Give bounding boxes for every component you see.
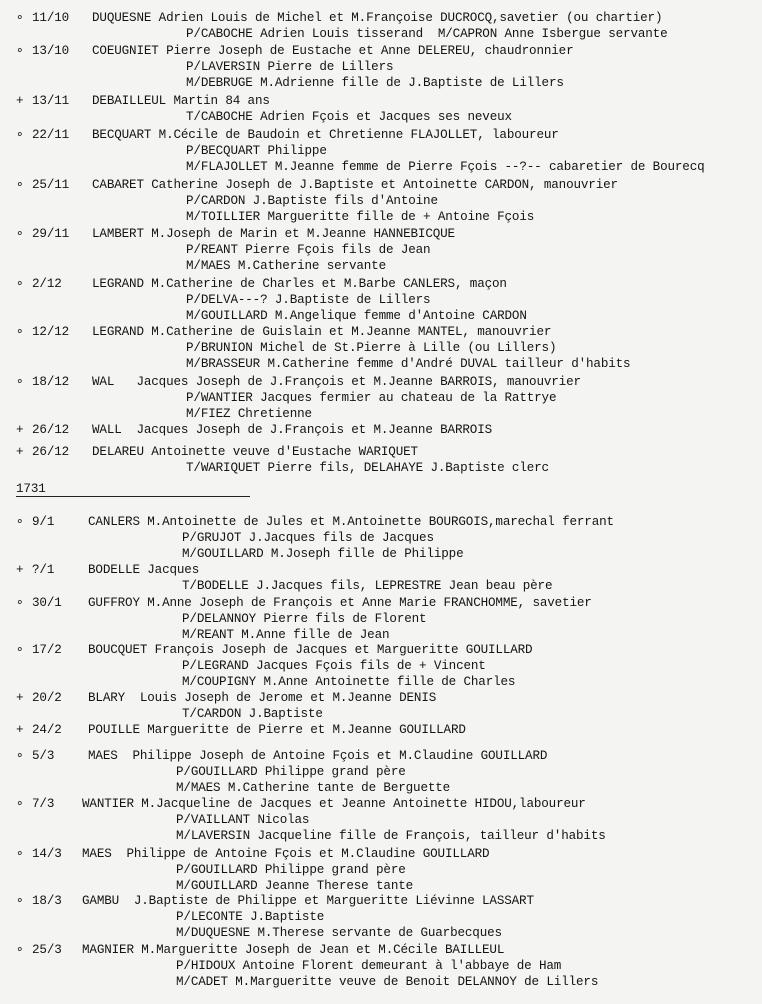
entry-main: DEBAILLEUL Martin 84 ans	[92, 94, 270, 108]
entry-date: 25/3	[32, 943, 62, 957]
entry-main: CABARET Catherine Joseph de J.Baptiste et Antoinette CARDON, manouvrier	[92, 178, 618, 192]
entry-main: MAES Philippe Joseph de Antoine Fçois et M.Claudine GOUILLARD	[88, 749, 548, 763]
entry-main: BECQUART M.Cécile de Baudoin et Chretienne FLAJOLLET, laboureur	[92, 128, 559, 142]
entry-date: 17/2	[32, 643, 62, 657]
entry-date: 14/3	[32, 847, 62, 861]
baptism-mark: ∘	[16, 227, 24, 241]
entry-detail: P/GRUJOT J.Jacques fils de Jacques	[182, 531, 434, 545]
entry-main: POUILLE Margueritte de Pierre et M.Jeanne GOUILLARD	[88, 723, 466, 737]
year-heading: 1731	[16, 482, 46, 496]
entry-detail: M/DUQUESNE M.Therese servante de Guarbecques	[176, 926, 502, 940]
entry-detail: M/DEBRUGE M.Adrienne fille de J.Baptiste de Lillers	[186, 76, 564, 90]
entry-date: 18/12	[32, 375, 70, 389]
baptism-mark: ∘	[16, 643, 24, 657]
entry-detail: M/COUPIGNY M.Anne Antoinette fille de Charles	[182, 675, 516, 689]
baptism-mark: ∘	[16, 277, 24, 291]
entry-main: WANTIER M.Jacqueline de Jacques et Jeanne Antoinette HIDOU,laboureur	[82, 797, 586, 811]
entry-date: 26/12	[32, 423, 70, 437]
entry-detail: P/LEGRAND Jacques Fçois fils de + Vincent	[182, 659, 486, 673]
entry-date: 25/11	[32, 178, 70, 192]
entry-detail: P/CARDON J.Baptiste fils d'Antoine	[186, 194, 438, 208]
entry-detail: M/FLAJOLLET M.Jeanne femme de Pierre Fçois --?-- cabaretier de Bourecq	[186, 160, 705, 174]
entry-detail: M/TOILLIER Margueritte fille de + Antoine Fçois	[186, 210, 535, 224]
entry-detail: P/DELANNOY Pierre fils de Florent	[182, 612, 427, 626]
entry-main: GUFFROY M.Anne Joseph de François et Anne Marie FRANCHOMME, savetier	[88, 596, 592, 610]
entry-main: CANLERS M.Antoinette de Jules et M.Antoinette BOURGOIS,marechal ferrant	[88, 515, 614, 529]
entry-main: WALL Jacques Joseph de J.François et M.Jeanne BARROIS	[92, 423, 493, 437]
entry-date: 11/10	[32, 11, 70, 25]
entry-main: GAMBU J.Baptiste de Philippe et Margueritte Liévinne LASSART	[82, 894, 534, 908]
entry-date: 13/11	[32, 94, 70, 108]
entry-detail: P/LAVERSIN Pierre de Lillers	[186, 60, 394, 74]
baptism-mark: ∘	[16, 943, 24, 957]
baptism-mark: ∘	[16, 894, 24, 908]
entry-date: 5/3	[32, 749, 55, 763]
entry-date: 20/2	[32, 691, 62, 705]
entry-detail: T/WARIQUET Pierre fils, DELAHAYE J.Baptiste clerc	[186, 461, 549, 475]
baptism-mark: ∘	[16, 847, 24, 861]
entry-detail: P/GOUILLARD Philippe grand père	[176, 863, 406, 877]
entry-detail: M/FIEZ Chretienne	[186, 407, 312, 421]
entry-detail: M/BRASSEUR M.Catherine femme d'André DUVAL tailleur d'habits	[186, 357, 631, 371]
entry-detail: T/BODELLE J.Jacques fils, LEPRESTRE Jean beau père	[182, 579, 553, 593]
entry-date: 2/12	[32, 277, 62, 291]
entry-detail: P/BRUNION Michel de St.Pierre à Lille (ou Lillers)	[186, 341, 557, 355]
entry-date: 30/1	[32, 596, 62, 610]
baptism-mark: ∘	[16, 178, 24, 192]
entry-main: DUQUESNE Adrien Louis de Michel et M.Françoise DUCROCQ,savetier (ou chartier)	[92, 11, 663, 25]
entry-detail: P/DELVA---? J.Baptiste de Lillers	[186, 293, 431, 307]
baptism-mark: ∘	[16, 749, 24, 763]
baptism-mark: ∘	[16, 596, 24, 610]
entry-date: 18/3	[32, 894, 62, 908]
entry-detail: M/MAES M.Catherine servante	[186, 259, 387, 273]
entry-detail: P/CABOCHE Adrien Louis tisserand M/CAPRON Anne Isbergue servante	[186, 27, 668, 41]
entry-main: BODELLE Jacques	[88, 563, 200, 577]
entry-main: BLARY Louis Joseph de Jerome et M.Jeanne DENIS	[88, 691, 437, 705]
entry-detail: T/CARDON J.Baptiste	[182, 707, 323, 721]
entry-detail: P/HIDOUX Antoine Florent demeurant à l'abbaye de Ham	[176, 959, 562, 973]
baptism-mark: ∘	[16, 11, 24, 25]
entry-detail: M/LAVERSIN Jacqueline fille de François, tailleur d'habits	[176, 829, 606, 843]
burial-mark: +	[16, 691, 24, 705]
entry-date: 29/11	[32, 227, 70, 241]
entry-detail: P/WANTIER Jacques fermier au chateau de la Rattrye	[186, 391, 557, 405]
entry-main: LAMBERT M.Joseph de Marin et M.Jeanne HANNEBICQUE	[92, 227, 455, 241]
entry-main: DELAREU Antoinette veuve d'Eustache WARIQUET	[92, 445, 418, 459]
entry-main: WAL Jacques Joseph de J.François et M.Jeanne BARROIS, manouvrier	[92, 375, 581, 389]
entry-main: COEUGNIET Pierre Joseph de Eustache et Anne DELEREU, chaudronnier	[92, 44, 574, 58]
entry-detail: T/CABOCHE Adrien Fçois et Jacques ses neveux	[186, 110, 512, 124]
entry-main: MAGNIER M.Margueritte Joseph de Jean et M.Cécile BAILLEUL	[82, 943, 505, 957]
entry-date: ?/1	[32, 563, 55, 577]
entry-detail: M/REANT M.Anne fille de Jean	[182, 628, 390, 642]
entry-detail: M/GOUILLARD Jeanne Therese tante	[176, 879, 414, 893]
burial-mark: +	[16, 723, 24, 737]
entry-date: 7/3	[32, 797, 55, 811]
entry-date: 22/11	[32, 128, 70, 142]
entry-main: MAES Philippe de Antoine Fçois et M.Claudine GOUILLARD	[82, 847, 490, 861]
baptism-mark: ∘	[16, 44, 24, 58]
entry-date: 12/12	[32, 325, 70, 339]
entry-date: 13/10	[32, 44, 70, 58]
baptism-mark: ∘	[16, 325, 24, 339]
entry-main: LEGRAND M.Catherine de Guislain et M.Jeanne MANTEL, manouvrier	[92, 325, 552, 339]
entry-detail: P/LECONTE J.Baptiste	[176, 910, 325, 924]
entry-detail: M/GOUILLARD M.Angelique femme d'Antoine CARDON	[186, 309, 527, 323]
baptism-mark: ∘	[16, 128, 24, 142]
entry-detail: P/BECQUART Philippe	[186, 144, 327, 158]
entry-detail: P/REANT Pierre Fçois fils de Jean	[186, 243, 431, 257]
baptism-mark: ∘	[16, 797, 24, 811]
year-underline	[16, 496, 250, 497]
burial-mark: +	[16, 423, 24, 437]
entry-main: LEGRAND M.Catherine de Charles et M.Barbe CANLERS, maçon	[92, 277, 507, 291]
burial-mark: +	[16, 563, 24, 577]
entry-date: 24/2	[32, 723, 62, 737]
burial-mark: +	[16, 94, 24, 108]
baptism-mark: ∘	[16, 375, 24, 389]
entry-date: 9/1	[32, 515, 55, 529]
baptism-mark: ∘	[16, 515, 24, 529]
entry-detail: M/GOUILLARD M.Joseph fille de Philippe	[182, 547, 464, 561]
entry-detail: P/VAILLANT Nicolas	[176, 813, 310, 827]
entry-date: 26/12	[32, 445, 70, 459]
burial-mark: +	[16, 445, 24, 459]
entry-detail: P/GOUILLARD Philippe grand père	[176, 765, 406, 779]
entry-detail: M/CADET M.Margueritte veuve de Benoit DELANNOY de Lillers	[176, 975, 599, 989]
entry-main: BOUCQUET François Joseph de Jacques et Margueritte GOUILLARD	[88, 643, 533, 657]
entry-detail: M/MAES M.Catherine tante de Berguette	[176, 781, 451, 795]
